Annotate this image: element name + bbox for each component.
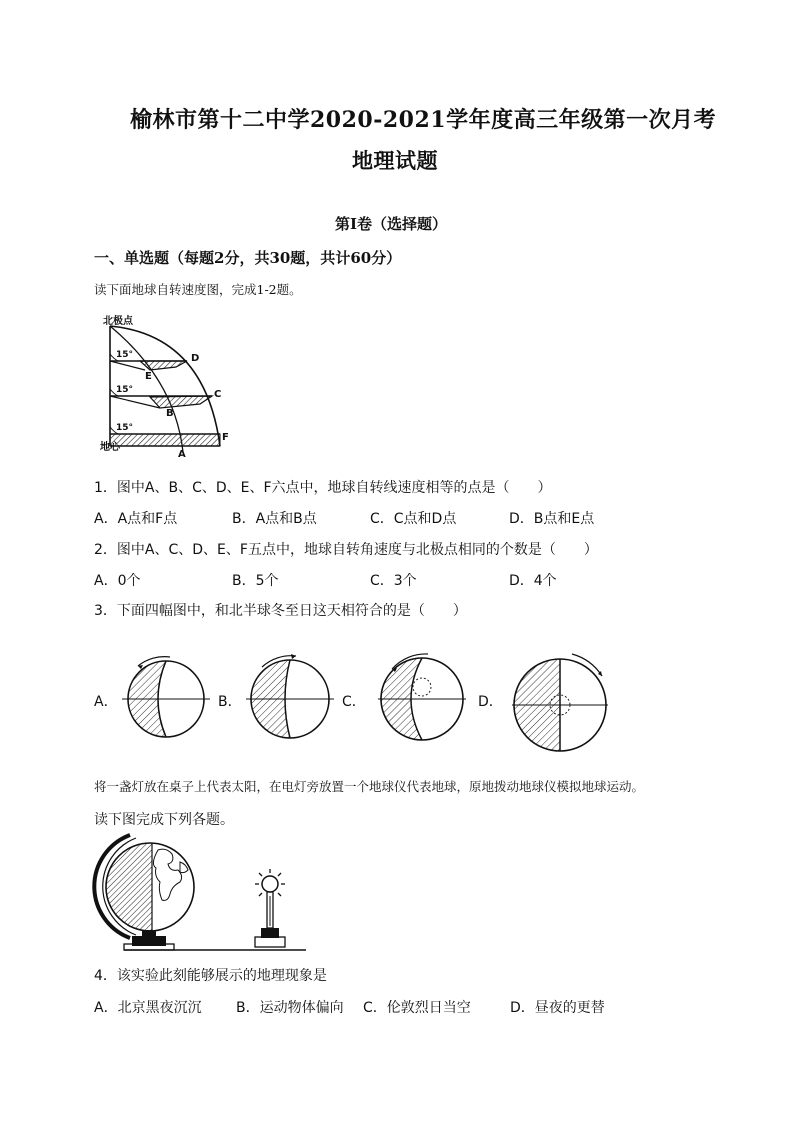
question-3-option-b[interactable]: B．	[218, 694, 242, 710]
intro-text-1: 读下面地球自转速度图，完成1-2题。	[94, 282, 302, 297]
question-2-option-a[interactable]: A．0个	[94, 573, 141, 589]
point-label-d: D	[191, 353, 200, 364]
question-2-option-b[interactable]: B．5个	[232, 573, 279, 589]
angle-label-bottom: 15°	[116, 423, 134, 433]
point-label-f: F	[222, 432, 229, 443]
question-3-stem: 3．下面四幅图中，和北半球冬至日这天相符合的是（ ）	[94, 603, 467, 619]
question-4-stem: 4．该实验此刻能够展示的地理现象是	[94, 968, 327, 984]
question-4-option-d[interactable]: D．昼夜的更替	[510, 1000, 605, 1016]
question-4-option-b[interactable]: B．运动物体偏向	[236, 1000, 344, 1016]
page-title: 榆林市第十二中学2020-2021学年度高三年级第一次月考	[130, 107, 717, 133]
lamp	[255, 869, 285, 947]
question-3-option-d[interactable]: D．	[478, 694, 503, 710]
question-2-option-d[interactable]: D．4个	[509, 573, 557, 589]
question-4-option-c[interactable]: C．伦敦烈日当空	[363, 1000, 471, 1016]
question-3-option-c[interactable]: C．	[342, 694, 366, 710]
question-1-option-c[interactable]: C．C点和D点	[370, 511, 457, 527]
point-label-b: B	[166, 408, 174, 419]
question-1-option-b[interactable]: B．A点和B点	[232, 511, 317, 527]
label-north-pole: 北极点	[103, 316, 133, 327]
angle-label-mid: 15°	[116, 385, 134, 395]
question-2-stem: 2．图中A、C、D、E、F五点中，地球自转角速度与北极点相同的个数是（ ）	[94, 542, 598, 558]
question-2-option-c[interactable]: C．3个	[370, 573, 417, 589]
label-earth-center: 地心	[100, 442, 120, 453]
point-label-c: C	[214, 389, 222, 400]
question-3-option-a[interactable]: A．	[94, 694, 118, 710]
question-1-stem: 1．图中A、B、C、D、E、F六点中，地球自转线速度相等的点是（ ）	[94, 480, 552, 496]
volume-heading: 第Ⅰ卷（选择题）	[335, 215, 448, 233]
point-label-e: E	[145, 371, 152, 382]
question-4-option-a[interactable]: A．北京黑夜沉沉	[94, 1000, 202, 1016]
intro-text-3: 读下图完成下列各题。	[94, 812, 234, 828]
page-subtitle: 地理试题	[352, 148, 438, 173]
question-1-option-a[interactable]: A．A点和F点	[94, 511, 178, 527]
globe	[94, 835, 194, 950]
part-heading: 一、单选题（每题2分，共30题，共计60分）	[94, 249, 402, 267]
question-1-option-d[interactable]: D．B点和E点	[509, 511, 595, 527]
point-label-a: A	[178, 449, 186, 460]
angle-label-top: 15°	[116, 350, 134, 360]
intro-text-2: 将一盏灯放在桌子上代表太阳，在电灯旁放置一个地球仪代表地球，原地拨动地球仪模拟地球运动。	[94, 779, 645, 794]
